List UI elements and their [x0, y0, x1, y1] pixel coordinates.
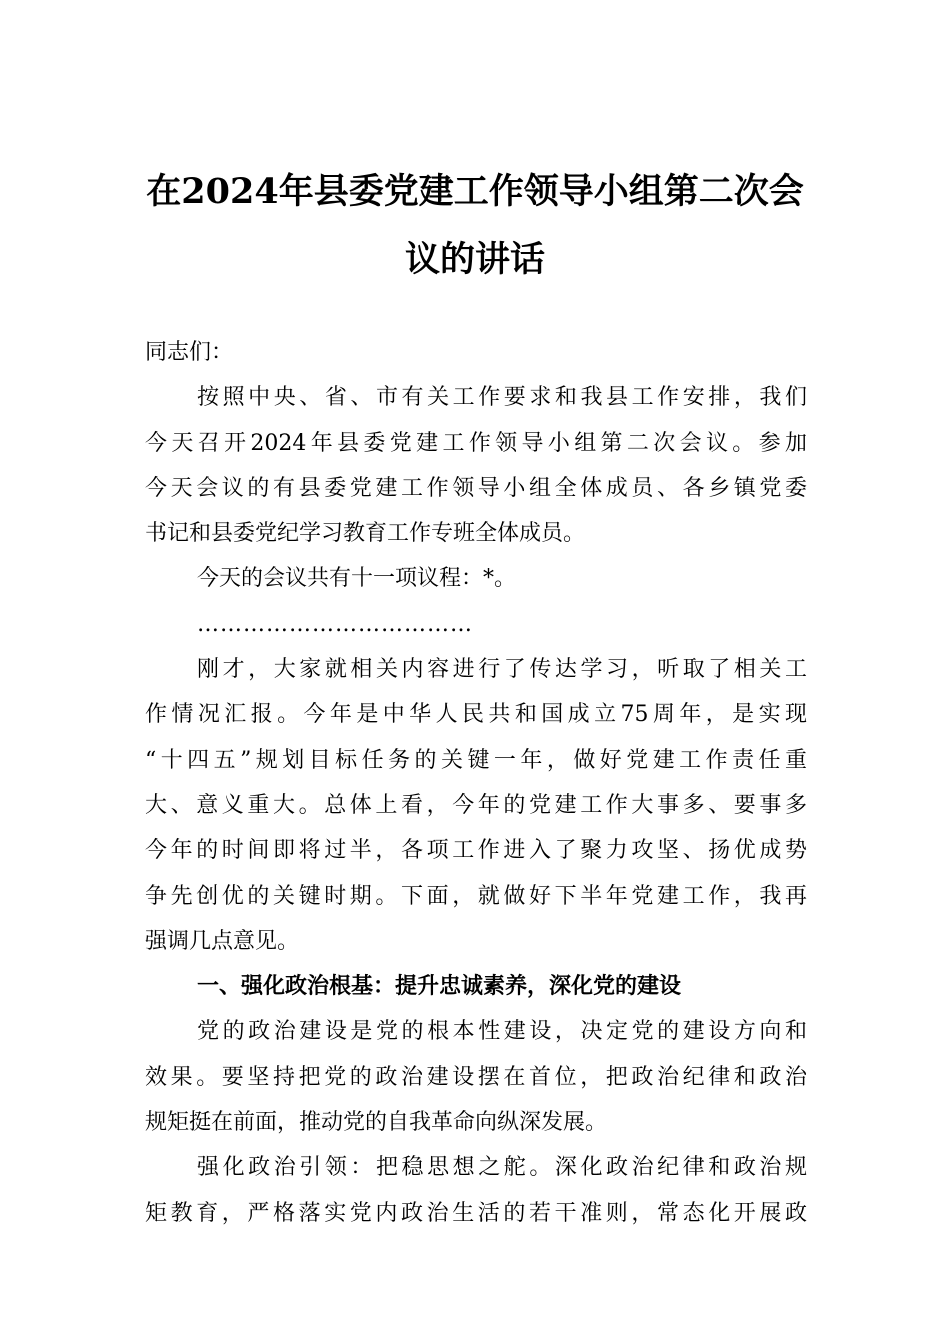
paragraph	[145, 556, 807, 601]
text-line: 刚才，大家就相关内容进行了传达学习，听取了相关工	[197, 657, 807, 683]
title-line-2: 议的讲话	[404, 239, 545, 280]
salutation	[145, 330, 807, 375]
text-line: 矩教育，严格落实党内政治生活的若干准则，常态化开展政	[145, 1200, 807, 1226]
paragraph	[145, 375, 807, 556]
title-line-1: 在2024年县委党建工作领导小组第二次会	[146, 171, 804, 212]
text-line: 今天召开2024年县委党建工作领导小组第二次会议。参加	[145, 430, 807, 456]
text-line: ………………………………	[197, 611, 473, 637]
text-line: 效果。要坚持把党的政治建设摆在首位，把政治纪律和政治	[145, 1064, 807, 1090]
text-line: 大、意义重大。总体上看，今年的党建工作大事多、要事多	[145, 792, 807, 818]
text-line: 今年的时间即将过半，各项工作进入了聚力攻坚、扬优成势	[145, 838, 807, 864]
text-line: 作情况汇报。今年是中华人民共和国成立75周年，是实现	[145, 702, 807, 728]
text-line: 党的政治建设是党的根本性建设，决定党的建设方向和	[197, 1019, 807, 1045]
ellipsis-separator	[145, 602, 807, 647]
paragraph	[145, 1009, 807, 1145]
text-line: 一、强化政治根基：提升忠诚素养，深化党的建设	[197, 974, 682, 1000]
text-line: 同志们：	[145, 340, 234, 365]
paragraph	[145, 647, 807, 964]
text-line: 强化政治引领：把稳思想之舵。深化政治纪律和政治规	[197, 1155, 807, 1181]
section-heading	[145, 964, 807, 1009]
text-line: “十四五”规划目标任务的关键一年，做好党建工作责任重	[145, 747, 807, 773]
text-line: 书记和县委党纪学习教育工作专班全体成员。	[145, 521, 586, 547]
text-line: 强调几点意见。	[145, 928, 300, 954]
document-body	[145, 330, 807, 1236]
paragraph	[145, 1145, 807, 1236]
text-line: 按照中央、省、市有关工作要求和我县工作安排，我们	[197, 385, 807, 411]
text-line: 今天会议的有县委党建工作领导小组全体成员、各乡镇党委	[145, 475, 807, 501]
text-line: 争先创优的关键时期。下面，就做好下半年党建工作，我再	[145, 883, 807, 909]
text-line: 今天的会议共有十一项议程：*。	[197, 566, 517, 592]
text-line: 规矩挺在前面，推动党的自我革命向纵深发展。	[145, 1110, 608, 1136]
document-title	[120, 158, 830, 294]
